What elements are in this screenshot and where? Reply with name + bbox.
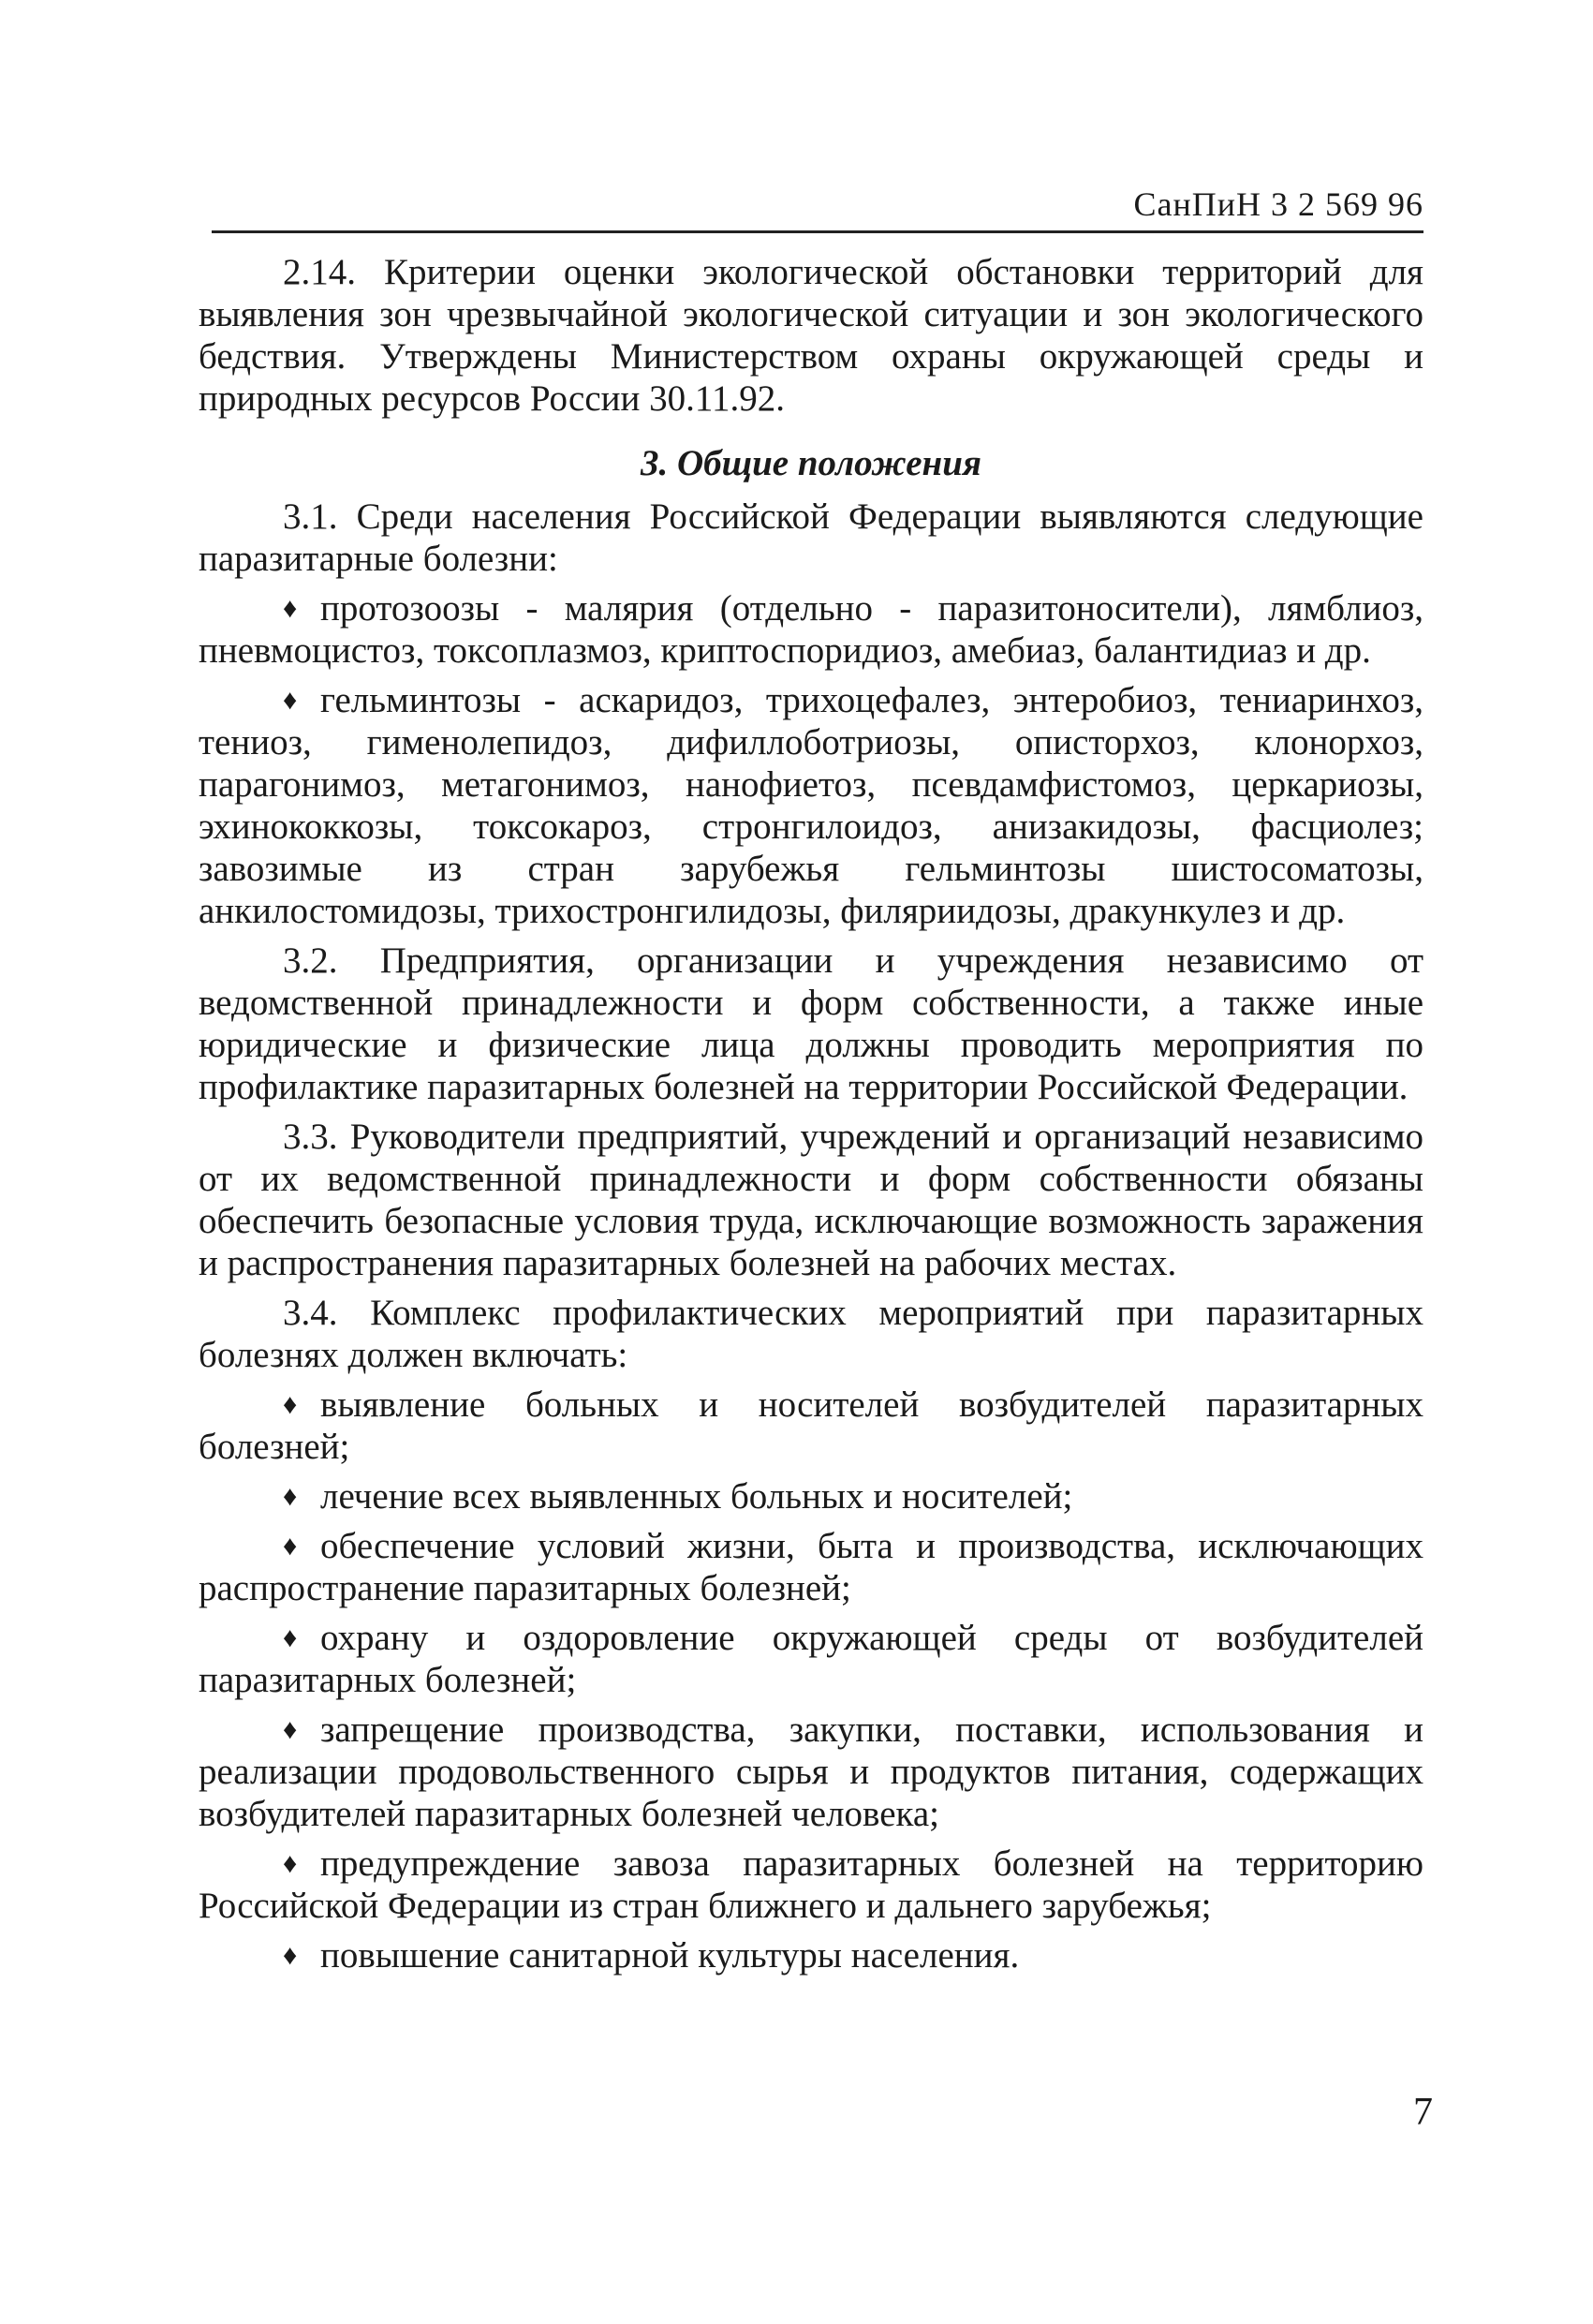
paragraph-3-2: 3.2. Предприятия, организации и учреждения независимо от ведомственной принадлежности и форм собственности, а также иные юридические и физические лица должны проводить мероприятия по профилактике паразитарных болезней на территории Российской Федерации. xyxy=(199,940,1423,1107)
section-title: 3. Общие положения xyxy=(641,443,981,483)
document-code: СанПиН 3 2 569 96 xyxy=(1133,185,1423,223)
list-item-text: протозоозы - малярия (отдельно - паразитоносители), лямблиоз, пневмоцистоз, токсоплазмоз, криптоспоридиоз, амебиаз, балантидиаз и др. xyxy=(199,588,1423,671)
list-item xyxy=(199,1843,1423,1927)
list-item-text: охрану и оздоровление окружающей среды от возбудителей паразитарных болезней; xyxy=(199,1618,1423,1700)
diamond-bullet-icon: ♦ xyxy=(283,1848,298,1879)
list-item-text: запрещение производства, закупки, поставки, использования и реализации продовольственного сырья и продуктов питания, содержащих возбудителей паразитарных болезней человека; xyxy=(199,1710,1423,1834)
list-item-text: гельминтозы - аскаридоз, трихоцефалез, энтеробиоз, тениаринхоз, тениоз, гименолепидоз, дифиллоботриозы, описторхоз, клонорхоз, парагонимоз, метагонимоз, нанофиетоз, псевдамфистомоз, церкариозы, эхинококкозы, токсокароз, стронгилоидоз, анизакидозы, фасциолез; завозимые из стран зарубежья гельминтозы шистосоматозы, анкилостомидозы, трихостронгилидозы, филяриидозы, дракункулез и др. xyxy=(199,680,1423,931)
list-item-text: обеспечение условий жизни, быта и производства, исключающих распространение паразитарных болезней; xyxy=(199,1526,1423,1608)
list-item xyxy=(199,1475,1423,1517)
paragraph-3-1: 3.1. Среди населения Российской Федерации выявляются следующие паразитарные болезни: xyxy=(199,496,1423,579)
diamond-bullet-icon: ♦ xyxy=(283,1481,298,1512)
list-item-text: выявление больных и носителей возбудителей паразитарных болезней; xyxy=(199,1384,1423,1467)
diamond-bullet-icon: ♦ xyxy=(283,593,298,624)
diamond-bullet-icon: ♦ xyxy=(283,1940,298,1971)
list-item xyxy=(199,1384,1423,1468)
list-item xyxy=(199,1709,1423,1835)
page-content xyxy=(199,251,1423,1984)
paragraph-3-4: 3.4. Комплекс профилактических мероприятий при паразитарных болезнях должен включать: xyxy=(199,1293,1423,1375)
diamond-bullet-icon: ♦ xyxy=(283,1622,298,1653)
list-item xyxy=(199,1934,1423,1976)
list-item-text: повышение санитарной культуры населения. xyxy=(320,1935,1020,1976)
running-header xyxy=(212,184,1423,233)
list-item xyxy=(199,679,1423,932)
list-item-text: лечение всех выявленных больных и носителей; xyxy=(320,1476,1073,1517)
list-item xyxy=(199,587,1423,672)
list-item-text: предупреждение завоза паразитарных болезней на территорию Российской Федерации из стран ближнего и дальнего зарубежья; xyxy=(199,1843,1423,1926)
page-number: 7 xyxy=(1413,2091,1433,2134)
paragraph-3-3: 3.3. Руководители предприятий, учреждений и организаций независимо от их ведомственной принадлежности и форм собственности обязаны обеспечить безопасные условия труда, исключающие возможность заражения и распространения паразитарных болезней на рабочих местах. xyxy=(199,1117,1423,1283)
paragraph-2-14: 2.14. Критерии оценки экологической обстановки территорий для выявления зон чрезвычайной экологической ситуации и зон экологического бедствия. Утверждены Министерством охраны окружающей среды и природных ресурсов России 30.11.92. xyxy=(199,252,1423,419)
diamond-bullet-icon: ♦ xyxy=(283,685,298,716)
list-item xyxy=(199,1617,1423,1701)
diamond-bullet-icon: ♦ xyxy=(283,1389,298,1420)
list-item xyxy=(199,1525,1423,1609)
diamond-bullet-icon: ♦ xyxy=(283,1531,298,1562)
diamond-bullet-icon: ♦ xyxy=(283,1714,298,1745)
